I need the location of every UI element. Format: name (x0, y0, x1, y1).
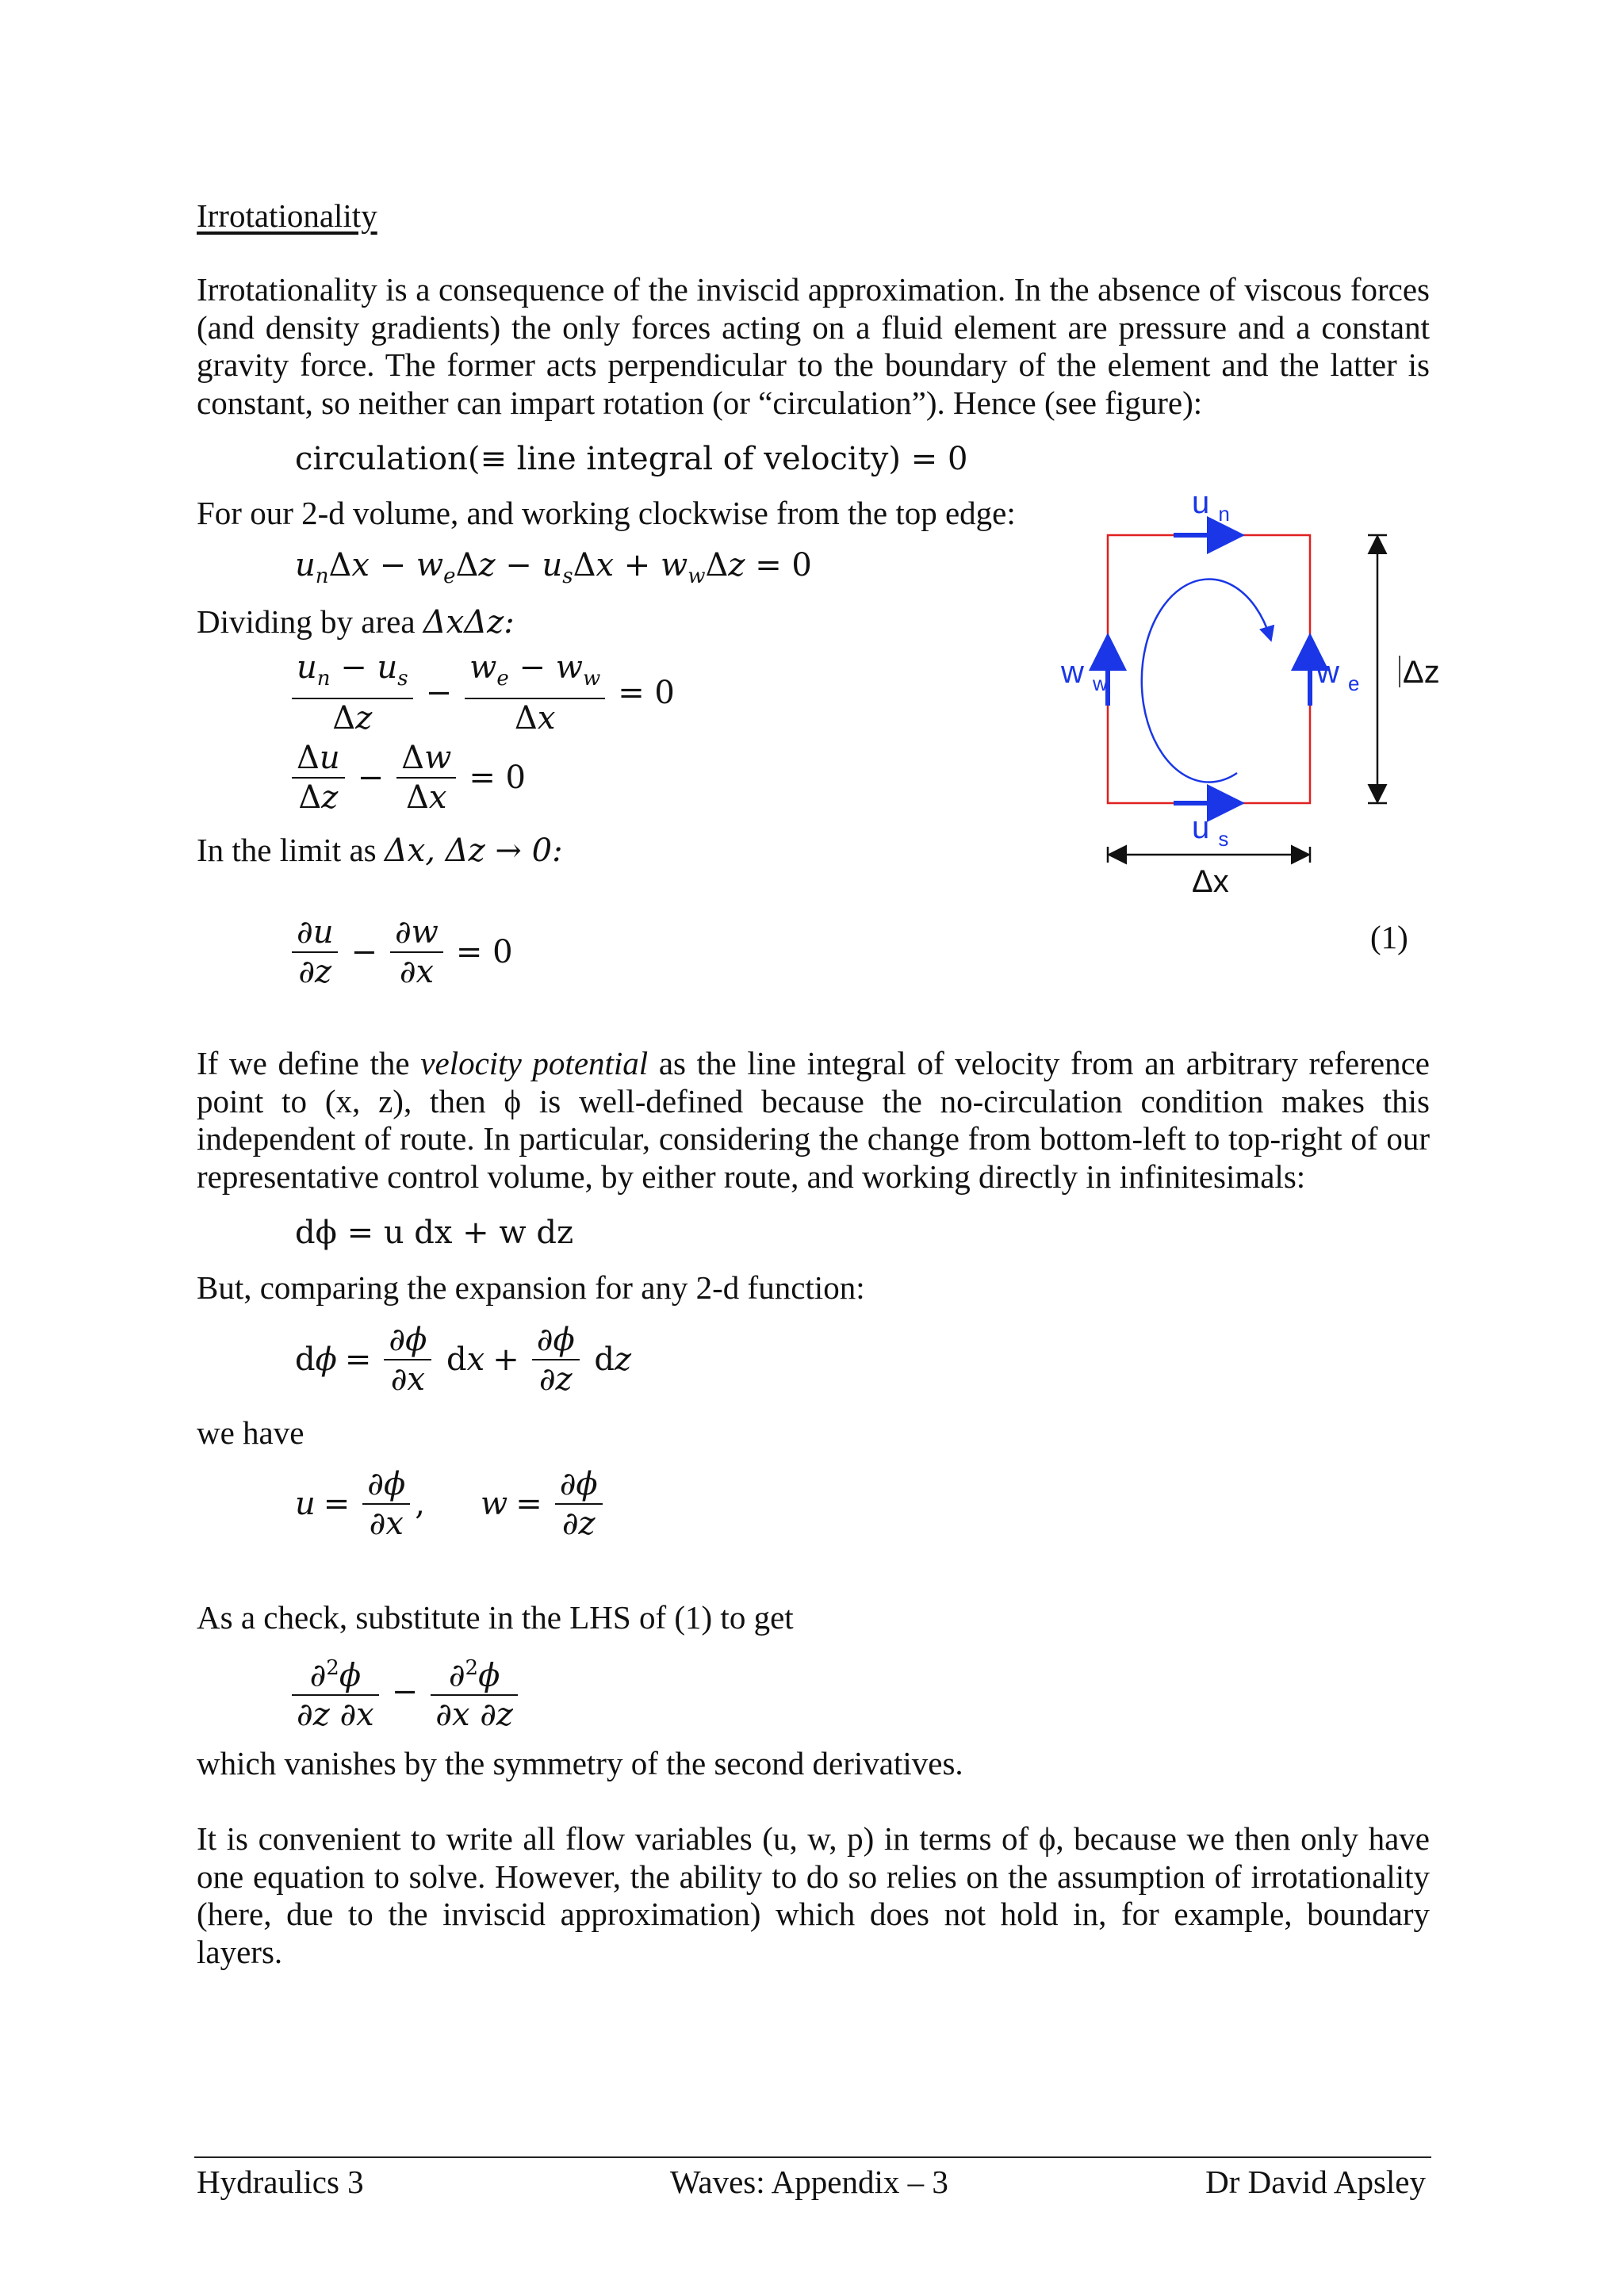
intro-paragraph: Irrotationality is a consequence of the inviscid approximation. In the absence of viscous forces (and density gradients) the only forces acting on a fluid element are pressure and a constant gravity force. The former acts perpendicular to the boundary of the element and the latter is constant, so neither can impart rotation (or “circulation”). Hence (see figure): (197, 271, 1430, 421)
equation-irrotational: $\frac{\partial u}{\partial z}$ − $\frac{\partial w}{\partial x}$ = 0 (287, 913, 521, 991)
label-dx (1192, 864, 1229, 899)
equation-number: (1) (1370, 919, 1408, 955)
footer-center: Waves: Appendix – 3 (670, 2164, 948, 2200)
text-we-have: we have (197, 1414, 304, 1451)
text-limit-words: In the limit as (197, 832, 385, 868)
equation-dphi: dϕ = u dx + w dz (295, 1215, 574, 1251)
label-dz (1403, 655, 1440, 690)
label-we-text: w (1316, 655, 1339, 690)
equation-circulation: circulation(≡ line integral of velocity) = 0 (295, 441, 968, 477)
potential-text-b: as the line integral of velocity from an arbitrary reference point to (x, z), then ϕ is well-defined because the no-circulation condition makes this independent of route. In particular, considering the change from bottom-left to top-right of our representative control volume, by either route, and working directly in infinitesimals: (197, 1045, 1430, 1195)
circulation-arrow (1142, 580, 1270, 783)
text-vanishes: which vanishes by the symmetry of the second derivatives. (197, 1745, 963, 1781)
label-dz-text: Δz (1403, 655, 1440, 690)
text-2d-volume: For our 2-d volume, and working clockwise from the top edge: (197, 495, 1016, 531)
label-ww-text-subscript: w (1093, 672, 1108, 695)
text-limit (197, 831, 563, 870)
control-volume-figure (1047, 480, 1459, 908)
label-us-text-subscript: s (1218, 827, 1229, 851)
label-us-text: u (1192, 810, 1210, 845)
footer-left: Hydraulics 3 (197, 2164, 364, 2200)
equation-velocity-components: u = $\frac{\partial\phi}{\partial x}$ , w = $\frac{\partial\phi}{\partial z}$ (295, 1465, 607, 1543)
text-dividing-words: Dividing by area (197, 603, 423, 640)
text-dividing-math: ΔxΔz: (423, 604, 515, 641)
label-ww (1060, 655, 1108, 695)
section-title: Irrotationality (197, 197, 377, 234)
label-we (1316, 655, 1359, 695)
equation-difference: $\frac{u_n - u_s}{\Delta z}$ − $\frac{w_e - w_w}{\Delta x}$ = 0 (287, 649, 683, 737)
label-un (1192, 485, 1230, 526)
label-us (1192, 810, 1228, 851)
label-dx-text: Δx (1192, 864, 1229, 899)
text-dividing (197, 603, 515, 641)
footer-divider (194, 2156, 1431, 2158)
text-comparing: But, comparing the expansion for any 2-d function: (197, 1269, 865, 1306)
label-ww-text: w (1061, 655, 1084, 690)
label-un-text: u (1192, 485, 1210, 520)
label-we-text-subscript: e (1348, 672, 1360, 695)
equation-mixed-derivatives: $\frac{\partial^2\phi}{\partial z \partial x}$ − $\frac{\partial^2\phi}{\partial x \partial z}$ (287, 1649, 523, 1734)
equation-total-derivative: dϕ = $\frac{\partial\phi}{\partial x}$ dx + $\frac{\partial\phi}{\partial z}$ dz (295, 1322, 632, 1398)
potential-paragraph (197, 1045, 1430, 1196)
control-volume-box (1108, 535, 1310, 803)
final-paragraph: It is convenient to write all flow variables (u, w, p) in terms of ϕ, because we then only have one equation to solve. However, the ability to do so relies on the assumption of irrotationality (here, due to the inviscid approximation) which does not hold in, for example, boundary layers. (197, 1820, 1430, 1970)
footer-right: Dr David Apsley (1205, 2164, 1426, 2200)
equation-delta-ratio: $\frac{\Delta u}{\Delta z}$ − $\frac{\Delta w}{\Delta x}$ = 0 (287, 739, 534, 817)
text-limit-math: Δx, Δz → 0: (384, 832, 563, 869)
text-check: As a check, substitute in the LHS of (1) to get (197, 1599, 794, 1636)
potential-emphasis: velocity potential (420, 1045, 649, 1081)
label-un-text-subscript: n (1218, 502, 1230, 526)
potential-text-a: If we define the (197, 1045, 421, 1081)
equation-circulation-sum: $u_n\Delta x - w_e\Delta z - u_s\Delta x + w_w\Delta z = 0$ (295, 547, 812, 588)
